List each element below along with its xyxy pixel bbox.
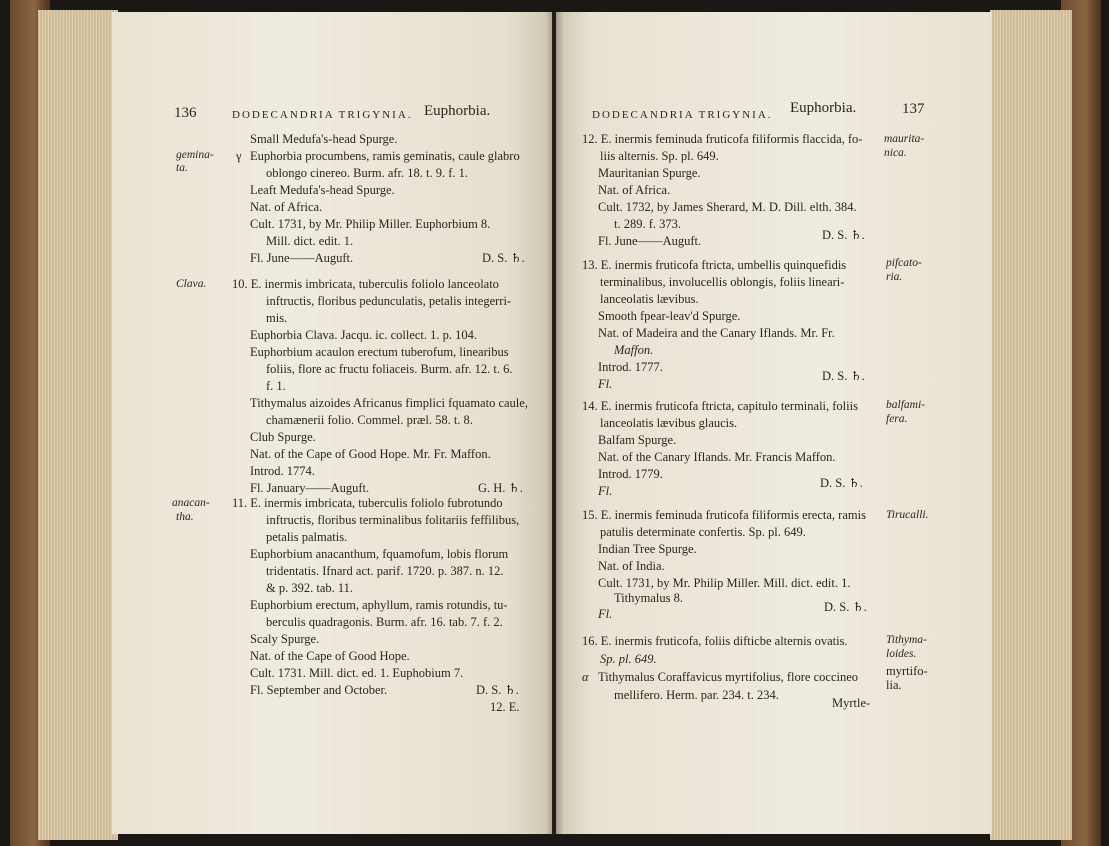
text-line: lanceolatis lævibus. bbox=[600, 292, 699, 306]
habitat-symbol: G. H. ♄. bbox=[478, 481, 523, 495]
text-line: Sp. pl. 649. bbox=[600, 652, 657, 666]
text-line: Fl. bbox=[598, 607, 613, 621]
habitat-symbol: D. S. ♄. bbox=[482, 251, 525, 265]
text-line: Fl. bbox=[598, 377, 613, 391]
margin-species-name: fera. bbox=[886, 413, 908, 425]
text-line: terminalibus, involucellis oblongis, foliis lineari- bbox=[600, 275, 845, 289]
margin-species-name: nica. bbox=[884, 147, 907, 159]
text-line: liis alternis. Sp. pl. 649. bbox=[600, 149, 719, 163]
text-line: Fl. January——Auguft. bbox=[250, 481, 370, 495]
text-line: Indian Tree Spurge. bbox=[598, 542, 697, 556]
text-line: 12. E. inermis feminuda fruticofa filiformis flaccida, fo- bbox=[582, 132, 863, 146]
book-gutter bbox=[546, 12, 564, 834]
habitat-symbol: D. S. ♄. bbox=[820, 476, 863, 490]
margin-species-name: anacan- bbox=[172, 497, 210, 509]
text-line: Nat. of the Canary Iflands. Mr. Francis Maffon. bbox=[598, 450, 836, 464]
text-line: f. 1. bbox=[266, 379, 286, 393]
text-line: Nat. of the Cape of Good Hope. Mr. Fr. Maffon. bbox=[250, 447, 491, 461]
margin-species-name: ria. bbox=[886, 271, 903, 283]
text-line: mellifero. Herm. par. 234. t. 234. bbox=[614, 688, 779, 702]
text-line: Euphorbium acaulon erectum tuberofum, linearibus bbox=[250, 345, 509, 359]
margin-species-name: lia. bbox=[886, 678, 902, 692]
text-line: Euphorbium erectum, aphyllum, ramis rotundis, tu- bbox=[250, 598, 508, 612]
margin-species-name: maurita- bbox=[884, 133, 925, 145]
text-line: 11. E. inermis imbricata, tuberculis foliolo fubrotundo bbox=[232, 496, 503, 510]
catchword: Myrtle- bbox=[832, 696, 871, 710]
catchword: 12. E. bbox=[490, 700, 520, 714]
text-line: Maffon. bbox=[614, 343, 654, 357]
running-head-genus: Euphorbia. bbox=[790, 100, 857, 116]
page-edges-left bbox=[38, 10, 118, 840]
text-line: petalis palmatis. bbox=[266, 530, 348, 544]
text-line: patulis determinate confertis. Sp. pl. 649. bbox=[600, 525, 806, 539]
running-head: DODECANDRIA TRIGYNIA. bbox=[232, 109, 413, 121]
margin-species-name: loides. bbox=[886, 648, 917, 660]
text-line: Fl. June——Auguft. bbox=[250, 251, 354, 265]
margin-species-name: Tirucalli. bbox=[886, 509, 929, 521]
margin-species-name: pifcato- bbox=[886, 257, 922, 269]
text-line: 14. E. inermis fruticofa ftricta, capitulo terminali, foliis bbox=[582, 399, 858, 413]
text-line: Smooth fpear-leav'd Spurge. bbox=[598, 309, 741, 323]
text-line: berculis quadragonis. Burm. afr. 16. tab. 7. f. 2. bbox=[266, 615, 503, 629]
text-line: Cult. 1731, by Mr. Philip Miller. Euphorbium 8. bbox=[250, 217, 491, 231]
text-line: foliis, flore ac fructu foliaceis. Burm. afr. 12. t. 6. bbox=[266, 362, 513, 376]
text-line: Introd. 1779. bbox=[598, 467, 663, 481]
text-line: oblongo cinereo. Burm. afr. 18. t. 9. f. 1. bbox=[266, 166, 469, 180]
page-number: 136 bbox=[174, 105, 197, 121]
text-line: Tithymalus Coraffavicus myrtifolius, flore coccineo bbox=[598, 670, 859, 684]
text-line: Scaly Spurge. bbox=[250, 632, 320, 646]
text-line: Euphorbia procumbens, ramis geminatis, caule glabro bbox=[250, 149, 520, 163]
page-edges-right bbox=[990, 10, 1072, 840]
margin-species-name: gemina- bbox=[176, 149, 214, 161]
variety-marker: α bbox=[582, 670, 589, 684]
text-line: Fl. June——Auguft. bbox=[598, 234, 702, 248]
text-line: Tithymalus aizoides Africanus fimplici fquamato caule, bbox=[250, 396, 528, 410]
text-line: 16. E. inermis fruticofa, foliis difticbe alternis ovatis. bbox=[582, 634, 848, 648]
margin-species-name: Tithyma- bbox=[886, 634, 927, 646]
text-line: Leaft Medufa's-head Spurge. bbox=[250, 183, 395, 197]
margin-species-name: tha. bbox=[176, 511, 194, 523]
text-line: 13. E. inermis fruticofa ftricta, umbellis quinquefidis bbox=[582, 258, 847, 272]
text-line: Tithymalus 8. bbox=[614, 591, 684, 605]
text-line: Small Medufa's-head Spurge. bbox=[250, 132, 398, 146]
habitat-symbol: D. S. ♄. bbox=[822, 369, 865, 383]
habitat-symbol: D. S. ♄. bbox=[822, 228, 865, 242]
habitat-symbol: D. S. ♄. bbox=[476, 683, 519, 697]
running-head-genus: Euphorbia. bbox=[424, 103, 491, 119]
text-line: chamænerii folio. Commel. præl. 58. t. 8. bbox=[266, 413, 473, 427]
text-line: Introd. 1777. bbox=[598, 360, 663, 374]
text-line: 10. E. inermis imbricata, tuberculis foliolo lanceolato bbox=[232, 277, 499, 291]
text-line: Nat. of Madeira and the Canary Iflands. Mr. Fr. bbox=[598, 326, 835, 340]
text-line: Nat. of India. bbox=[598, 559, 665, 573]
text-line: Mauritanian Spurge. bbox=[598, 166, 701, 180]
margin-species-name: Clava. bbox=[176, 278, 207, 290]
margin-species-name: balfami- bbox=[886, 399, 925, 411]
text-line: Nat. of Africa. bbox=[250, 200, 323, 214]
text-line: Nat. of the Cape of Good Hope. bbox=[250, 649, 410, 663]
margin-species-name: ta. bbox=[176, 162, 188, 174]
text-line: Cult. 1731. Mill. dict. ed. 1. Euphobium 7. bbox=[250, 666, 464, 680]
text-line: lanceolatis lævibus glaucis. bbox=[600, 416, 738, 430]
text-line: & p. 392. tab. 11. bbox=[266, 581, 354, 595]
text-line: 15. E. inermis feminuda fruticofa filiformis erecta, ramis bbox=[582, 508, 866, 522]
text-line: inftructis, floribus terminalibus folitariis feffilibus, bbox=[266, 513, 520, 527]
running-head: DODECANDRIA TRIGYNIA. bbox=[592, 109, 773, 121]
text-line: Fl. September and October. bbox=[250, 683, 388, 697]
text-line: Cult. 1732, by James Sherard, M. D. Dill. elth. 384. bbox=[598, 200, 857, 214]
text-line: Euphorbia Clava. Jacqu. ic. collect. 1. p. 104. bbox=[250, 328, 478, 342]
text-line: tridentatis. Ifnard act. parif. 1720. p. 387. n. 12. bbox=[266, 564, 504, 578]
text-line: Cult. 1731, by Mr. Philip Miller. Mill. dict. edit. 1. bbox=[598, 576, 851, 590]
text-line: t. 289. f. 373. bbox=[614, 217, 682, 231]
text-line: mis. bbox=[266, 311, 288, 325]
text-line: Balfam Spurge. bbox=[598, 433, 677, 447]
text-line: inftructis, floribus pedunculatis, petalis integerri- bbox=[266, 294, 512, 308]
page-number: 137 bbox=[902, 101, 925, 117]
text-line: Euphorbium anacanthum, fquamofum, lobis florum bbox=[250, 547, 509, 561]
text-line: Introd. 1774. bbox=[250, 464, 315, 478]
margin-species-name: myrtifo- bbox=[886, 664, 928, 678]
text-line: Club Spurge. bbox=[250, 430, 316, 444]
variety-marker: γ bbox=[236, 149, 242, 163]
text-line: Fl. bbox=[598, 484, 613, 498]
text-line: Nat. of Africa. bbox=[598, 183, 671, 197]
text-line: Mill. dict. edit. 1. bbox=[266, 234, 354, 248]
habitat-symbol: D. S. ♄. bbox=[824, 600, 867, 614]
